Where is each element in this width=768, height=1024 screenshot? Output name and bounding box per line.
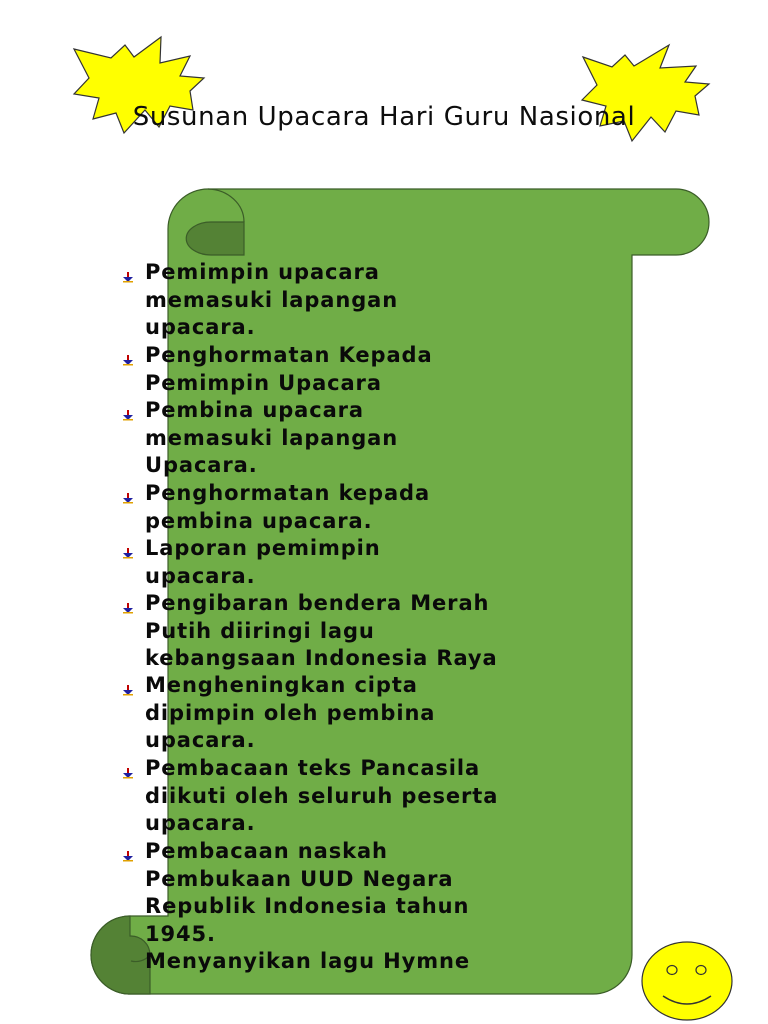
bullet-arrow-icon	[121, 408, 135, 422]
bullet-arrow-icon	[121, 546, 135, 560]
list-item: Pembina upacara memasuki lapangan Upacara.	[145, 398, 399, 478]
list-item: Penghormatan kepada pembina upacara.	[145, 481, 431, 533]
list-item: Pembacaan naskah Pembukaan UUD Negara Republik Indonesia tahun 1945.	[145, 839, 470, 946]
list-item: Penghormatan Kepada Pemimpin Upacara	[145, 343, 433, 395]
bullet-arrow-icon	[121, 270, 135, 284]
list-item: Pengibaran bendera Merah Putih diiringi lagu kebangsaan Indonesia Raya	[145, 591, 498, 671]
bullet-arrow-icon	[121, 601, 135, 615]
list-item: Pemimpin upacara memasuki lapangan upacara.	[145, 260, 399, 340]
page-title: Susunan Upacara Hari Guru Nasional	[132, 102, 636, 132]
bullet-arrow-icon	[121, 491, 135, 505]
bullet-arrow-icon	[121, 849, 135, 863]
list-item: Pembacaan teks Pancasila diikuti oleh seluruh peserta upacara.	[145, 756, 499, 836]
bullet-arrow-icon	[121, 683, 135, 697]
list-item: Laporan pemimpin upacara.	[145, 536, 381, 588]
list-item: Menyanyikan lagu Hymne	[145, 949, 470, 973]
bullet-arrow-icon	[121, 766, 135, 780]
bullet-arrow-icon	[121, 353, 135, 367]
list-item: Mengheningkan cipta dipimpin oleh pembina upacara.	[145, 673, 436, 753]
